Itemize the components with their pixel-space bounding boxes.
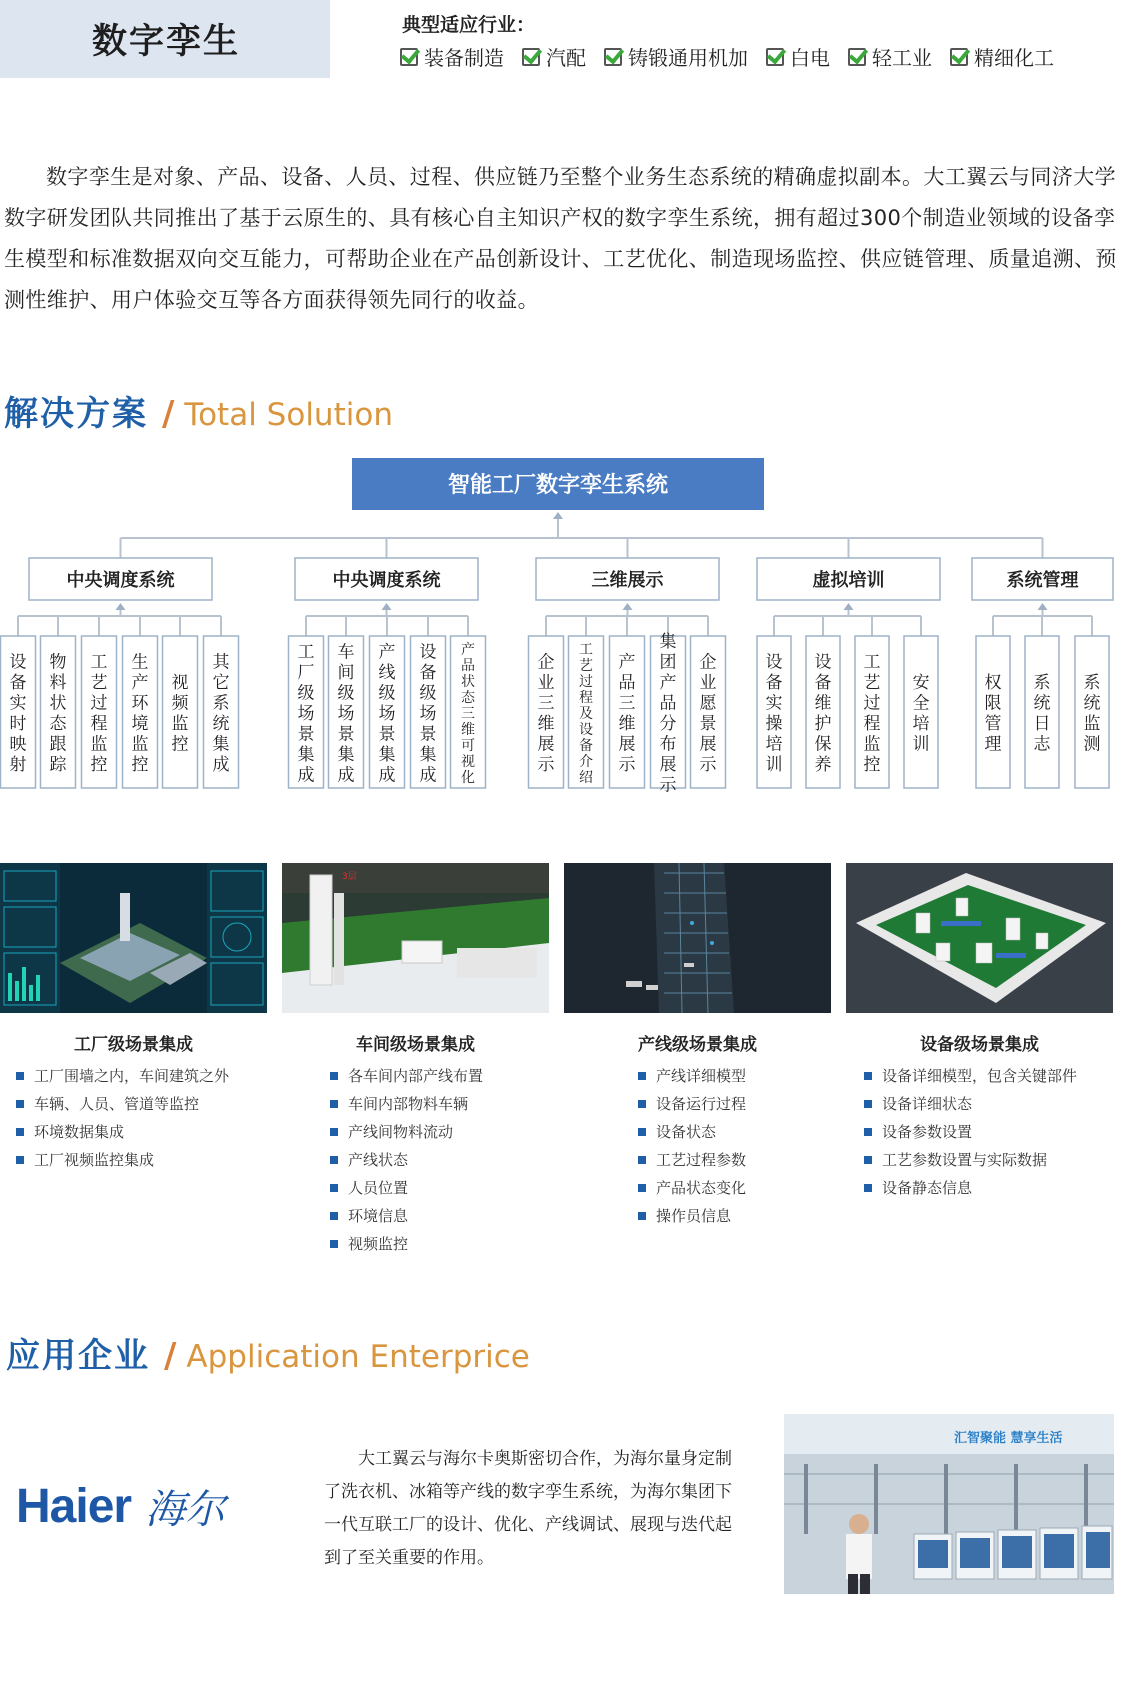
factory-dashboard-image (0, 863, 267, 1013)
diagram-item-label: 生产环境监控 (131, 652, 149, 775)
workshop-3d-image (282, 863, 549, 1013)
diagram-item-label: 物料状态跟踪 (49, 652, 67, 775)
haier-logo-en: Haier (16, 1480, 132, 1533)
industry-item (950, 42, 1054, 71)
scene-bullet: 操作员信息 (638, 1202, 746, 1230)
scene-bullet: 产线间物料流动 (330, 1118, 483, 1146)
diagram-item-label: 企业三维展示 (537, 652, 555, 775)
industry-item (522, 42, 586, 71)
scene-bullet: 设备静态信息 (864, 1174, 1077, 1202)
haier-logo (16, 1478, 225, 1535)
scene-title: 工厂级场景集成 (74, 1035, 193, 1055)
arrow-up-icon (382, 603, 392, 610)
checkmark-icon (950, 48, 968, 66)
industry-item (400, 42, 504, 71)
scene-bullet: 产品状态变化 (638, 1174, 746, 1202)
diagram-group-label: 中央调度系统 (332, 570, 441, 591)
checkmark-icon (522, 48, 540, 66)
scene-title: 车间级场景集成 (356, 1035, 475, 1055)
solution-title-cn: 解决方案 (4, 394, 148, 434)
diagram-item-label: 其它系统集成 (212, 652, 230, 775)
checkmark-icon (848, 48, 866, 66)
scene-bullet: 设备参数设置 (864, 1118, 1077, 1146)
diagram-item-label: 视频监控 (171, 673, 189, 755)
diagram-group-label: 三维展示 (591, 570, 664, 591)
scene-bullet-list (330, 1062, 483, 1258)
intro-paragraph (4, 157, 1118, 321)
application-title-cn: 应用企业 (6, 1336, 150, 1376)
production-line-image (564, 863, 831, 1013)
diagram-item-label: 产品状态三维可视化 (461, 642, 475, 786)
diagram-item-label: 工艺过程监控 (863, 652, 881, 775)
haier-logo-cn: 海尔 (145, 1487, 226, 1533)
scene-title: 产线级场景集成 (638, 1035, 757, 1055)
diagram-group-label: 系统管理 (1006, 570, 1079, 591)
diagram-item-label: 系统监测 (1083, 673, 1101, 755)
checkmark-icon (604, 48, 622, 66)
equipment-3d-image (846, 863, 1113, 1013)
diagram-item-label: 系统日志 (1033, 673, 1051, 755)
industry-item (766, 42, 830, 71)
svg-text:3层: 3层 (342, 872, 357, 882)
application-text: 大工翼云与海尔卡奥斯密切合作，为海尔量身定制了洗衣机、冰箱等产线的数字孪生系统，为海尔集团下一代互联工厂的设计、优化、产线调试、展现与迭代起到了至关重要的作用。 (324, 1449, 732, 1568)
checkmark-icon (400, 48, 418, 66)
industry-label: 白电 (790, 46, 830, 70)
diagram-item-label: 产品三维展示 (618, 652, 636, 775)
checkmark-icon (766, 48, 784, 66)
arrow-up-icon (553, 512, 563, 519)
industries-label: 典型适应行业： (402, 14, 536, 36)
solution-section-header (4, 386, 393, 435)
scene-bullet: 视频监控 (330, 1230, 483, 1258)
diagram-root-label: 智能工厂数字孪生系统 (447, 473, 669, 498)
scene-bullet: 环境信息 (330, 1202, 483, 1230)
industry-label: 汽配 (546, 46, 586, 70)
diagram-group-label: 中央调度系统 (66, 570, 175, 591)
scene-bullet: 各车间内部产线布置 (330, 1062, 483, 1090)
scene-bullet: 工艺参数设置与实际数据 (864, 1146, 1077, 1174)
intro-text: 数字孪生是对象、产品、设备、人员、过程、供应链乃至整个业务生态系统的精确虚拟副本。大工翼云与同济大学数字研发团队共同推出了基于云原生的、具有核心自主知识产权的数字孪生系统，拥有超过300个制造业领域的设备孪生模型和标准数据双向交互能力，可帮助企业在产品创新设计、工艺优化、制造现场监控、供应链管理、质量追溯、预测性维护、用户体验交互等各方面获得领先同行的收益。 (4, 165, 1117, 312)
diagram-item-label: 设备维护保养 (814, 652, 832, 775)
solution-title-en: Total Solution (184, 397, 393, 433)
haier-production-line-photo (784, 1414, 1114, 1594)
application-description (324, 1443, 744, 1575)
diagram-item-label: 工厂级场景集成 (297, 642, 315, 786)
arrow-up-icon (844, 603, 854, 610)
solution-slash: / (162, 394, 175, 434)
diagram-item-label: 设备级场景集成 (419, 642, 437, 786)
application-slash: / (164, 1336, 177, 1376)
diagram-item-label: 企业愿景展示 (699, 652, 717, 775)
scene-bullet: 工厂视频监控集成 (16, 1146, 229, 1174)
application-title-en: Application Enterprice (186, 1339, 530, 1375)
page-title: 数字孪生 (92, 22, 241, 62)
diagram-item-label: 工艺过程监控 (90, 652, 108, 775)
application-section-header (6, 1328, 530, 1377)
scene-bullet: 产线状态 (330, 1146, 483, 1174)
scene-bullet: 车辆、人员、管道等监控 (16, 1090, 229, 1118)
diagram-item-label: 权限管理 (984, 673, 1002, 755)
scene-bullet: 产线详细模型 (638, 1062, 746, 1090)
arrow-up-icon (623, 603, 633, 610)
arrow-up-icon (116, 603, 126, 610)
scene-bullet: 设备状态 (638, 1118, 746, 1146)
diagram-item-label: 安全培训 (912, 673, 930, 755)
scene-bullet: 人员位置 (330, 1174, 483, 1202)
industry-label: 装备制造 (424, 46, 504, 70)
industries-list (400, 42, 1072, 71)
system-diagram (0, 458, 1123, 798)
diagram-item-label: 集团产品分布展示 (659, 632, 677, 796)
scene-bullet: 工艺过程参数 (638, 1146, 746, 1174)
scene-bullet: 设备详细状态 (864, 1090, 1077, 1118)
scene-title: 设备级场景集成 (920, 1035, 1039, 1055)
diagram-item-label: 设备实时映射 (9, 652, 27, 775)
industry-label: 精细化工 (974, 46, 1054, 70)
scene-bullet: 设备运行过程 (638, 1090, 746, 1118)
scene-bullet-list (16, 1062, 229, 1174)
industry-item (604, 42, 748, 71)
industry-item (848, 42, 932, 71)
scene-bullet: 设备详细模型，包含关键部件 (864, 1062, 1077, 1090)
arrow-up-icon (1038, 603, 1048, 610)
industry-label: 铸锻通用机加 (628, 46, 748, 70)
diagram-item-label: 车间级场景集成 (337, 642, 355, 786)
scene-bullet: 工厂围墙之内，车间建筑之外 (16, 1062, 229, 1090)
scene-bullet: 环境数据集成 (16, 1118, 229, 1146)
diagram-group-label: 虚拟培训 (812, 570, 885, 591)
diagram-item-label: 产线级场景集成 (378, 642, 396, 786)
scene-bullet-list (864, 1062, 1077, 1202)
scene-bullet: 车间内部物料车辆 (330, 1090, 483, 1118)
scene-bullet-list (638, 1062, 746, 1230)
diagram-item-label: 工艺过程及设备介绍 (579, 642, 593, 786)
industry-label: 轻工业 (872, 46, 932, 70)
diagram-item-label: 设备实操培训 (765, 652, 783, 775)
photo-banner-text: 汇智聚能 慧享生活 (954, 1431, 1063, 1446)
